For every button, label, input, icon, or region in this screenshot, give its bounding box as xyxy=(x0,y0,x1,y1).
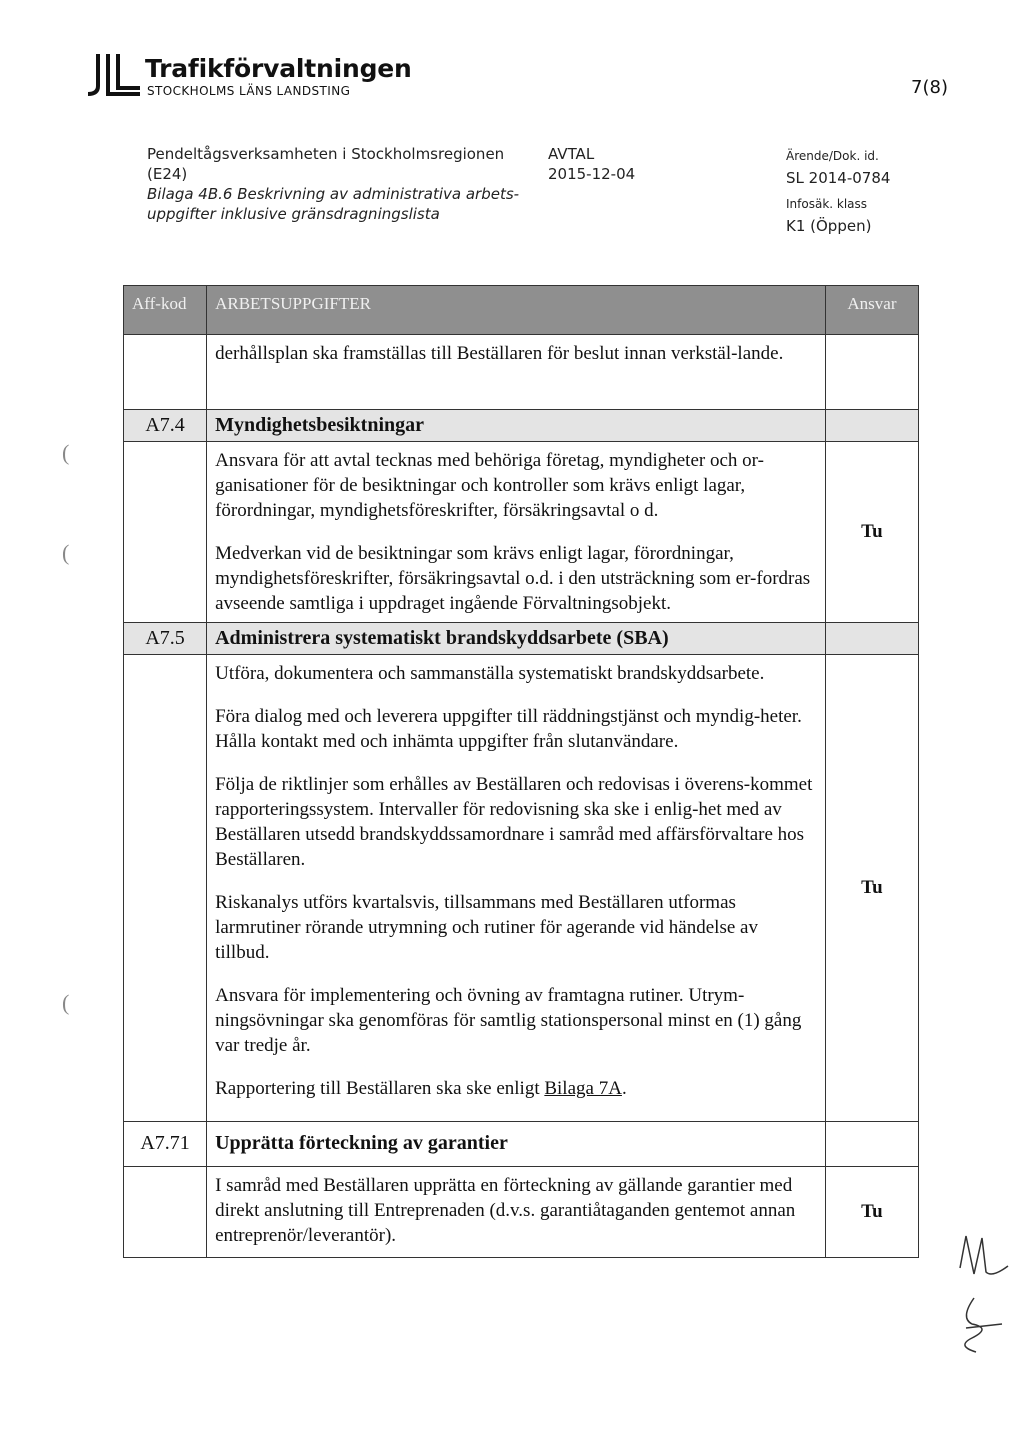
doc-title-line2: (E24) xyxy=(147,165,188,183)
section-title: Myndighetsbesiktningar xyxy=(207,410,826,442)
doc-meta-block xyxy=(548,144,635,184)
ansvar-value: Tu xyxy=(825,442,918,623)
doc-date: 2015-12-04 xyxy=(548,165,636,183)
paragraph: Ansvara för implementering och övning av framtagna rutiner. Utrym-ningsövningar ska genomföras för samtlig stationspersonal minst en (1) gång var tredje år. xyxy=(215,985,802,1056)
margin-mark: ( xyxy=(62,440,70,465)
section-title-row xyxy=(124,623,919,655)
task-table xyxy=(123,285,919,1258)
doc-title-line4: uppgifter inklusive gränsdragningslista xyxy=(147,205,440,223)
table-row xyxy=(124,655,919,1122)
arende-value: SL 2014-0784 xyxy=(786,169,891,187)
ansvar-value: Tu xyxy=(825,655,918,1122)
section-code: A7.5 xyxy=(124,623,207,655)
signature-initials-icon xyxy=(952,1228,1014,1378)
paragraph: Föra dialog med och leverera uppgifter till räddningstjänst och myndig-heter. Hålla kontakt med och inhämta uppgifter från slutanvändare. xyxy=(215,706,802,752)
paragraph: Utföra, dokumentera och sammanställa systematiskt brandskyddsarbete. xyxy=(215,663,765,684)
org-subtitle: STOCKHOLMS LÄNS LANDSTING xyxy=(147,84,351,98)
doc-title-line3: Bilaga 4B.6 Beskrivning av administrativa arbets- xyxy=(147,185,520,203)
table-row xyxy=(124,1167,919,1258)
section-code: A7.4 xyxy=(124,410,207,442)
section-code: A7.71 xyxy=(124,1122,207,1167)
paragraph: Rapportering till Beställaren ska ske enligt Bilaga 7A. xyxy=(215,1078,627,1099)
section-title-row xyxy=(124,410,919,442)
section-title: Upprätta förteckning av garantier xyxy=(207,1122,826,1167)
continuation-text: derhållsplan ska framställas till Beställaren för beslut innan verkstäl-lande. xyxy=(215,343,784,364)
page-number: 7(8) xyxy=(911,77,948,98)
paragraph: Medverkan vid de besiktningar som krävs enligt lagar, förordningar, myndighetsföreskrifter, försäkringsavtal o.d. i den utsträckning som er-fordras avseende samtliga i uppdraget ingående Förvaltningsobjekt. xyxy=(215,543,811,614)
org-name: Trafikförvaltningen xyxy=(145,54,412,83)
col-header-arbetsuppgifter: ARBETSUPPGIFTER xyxy=(207,286,826,335)
paragraph: Riskanalys utförs kvartalsvis, tillsammans med Beställaren utformas larmrutiner rörande utrymning och rutiner för agerande vid händelse av tillbud. xyxy=(215,892,758,963)
doc-title-block xyxy=(147,144,519,224)
paragraph: Följa de riktlinjer som erhålles av Beställaren och redovisas i överens-kommet rapporteringssystem. Intervaller för redovisning ska ske i enlig-het med av Beställaren utsedd brandskyddssamordnare i samråd med affärsförvaltare hos Beställaren. xyxy=(215,774,813,870)
bilaga-link[interactable]: Bilaga 7A xyxy=(544,1078,622,1099)
table-row xyxy=(124,442,919,623)
infosak-label: Infosäk. klass xyxy=(786,197,868,211)
table-row xyxy=(124,335,919,410)
trafikforvaltningen-logo-icon xyxy=(84,52,142,98)
paragraph: I samråd med Beställaren upprätta en förteckning av gällande garantier med direkt anslutning till Entreprenaden (d.v.s. garantiåtaganden gentemot annan entreprenör/leverantör). xyxy=(215,1175,796,1246)
infosak-value: K1 (Öppen) xyxy=(786,217,872,235)
col-header-affkod: Aff-kod xyxy=(124,286,207,335)
doc-title-line1: Pendeltågsverksamheten i Stockholmsregionen xyxy=(147,145,505,163)
margin-mark: ( xyxy=(62,540,70,565)
arende-label: Ärende/Dok. id. xyxy=(786,149,879,163)
section-title-row xyxy=(124,1122,919,1167)
paragraph: Ansvara för att avtal tecknas med behöriga företag, myndigheter och or-ganisationer för de besiktningar och kontroller som krävs enligt lagar, förordningar, myndighetsföreskrifter, försäkringsavtal o d. xyxy=(215,450,764,521)
table-header-row xyxy=(124,286,919,335)
section-title: Administrera systematiskt brandskyddsarbete (SBA) xyxy=(207,623,826,655)
ansvar-value: Tu xyxy=(825,1167,918,1258)
doc-id-block xyxy=(786,144,890,236)
col-header-ansvar: Ansvar xyxy=(825,286,918,335)
doc-type: AVTAL xyxy=(548,145,595,163)
margin-mark: ( xyxy=(62,990,70,1015)
